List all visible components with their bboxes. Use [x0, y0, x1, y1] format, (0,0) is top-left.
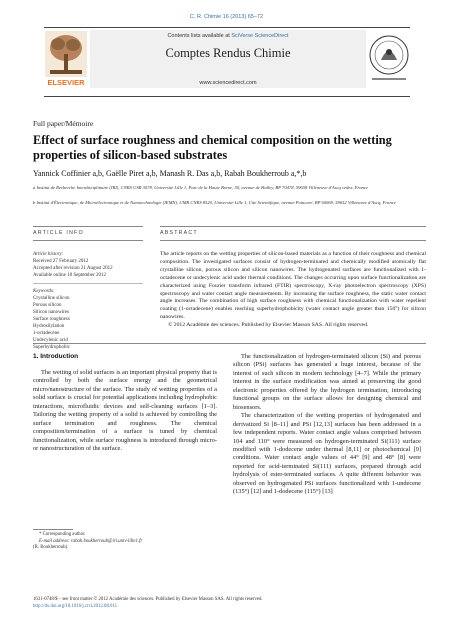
abstract-text: The article reports on the wetting properties of silicon-based materials as a function of their roughness and chemical composition. The investigated surfaces consist of hydrogen-terminated and chemically modified atomically flat crystalline silicon, porous silicon and silicon nanowires. The hydrogenated surfaces are functionalized with 1-octadecene or undecylenic acid under thermal conditions. The changes occurring upon surface functionalization are characterized using Fourier transform infrared (FTIR) spectroscopy, X-ray photoelectron spectroscopy (XPS) spectroscopy and water contact angle measurements. By increasing the surface roughness, the static water contact angle increases. The combination of high surface roughness with chemical functionalization with water repellent coating (1-octadecene) enables reaching superhydrophobicity (water contact angle greater than 150°) for silicon nanowires. [160, 251, 426, 321]
contents-line [90, 33, 366, 39]
keyword: Crystalline silicon [33, 296, 70, 301]
corresponding-note: * Corresponding author. [39, 532, 86, 537]
body-paragraph: The characterization of the wetting properties of hydrogenated and derivatized Si [8–11] and PSi [12,13] surfaces has been addressed in a few independent reports. Water contact angle values comprised between 104 and 110° were measured on hydrogen-terminated Si(111) surface modified with 1-dodecene under thermal [8,11] or photochemical [9] conditions. Water contact angle values of 44° [9] and 48° [8] were reported for acid-terminated Si(111) surfaces, prepared through acid hydrolysis of ester-terminated surfaces. A quite different behavior was observed on hydrogenated PSi surfaces functionalized with 1-undecene (135°) [12] and 1-dodecene (115°) [13] [233, 412, 421, 496]
elsevier-logo [44, 30, 88, 88]
footnote [33, 532, 217, 552]
abstract-bottom-rule [33, 343, 426, 344]
article-info-rule [33, 240, 143, 241]
history-item: Received 27 February 2012 [33, 259, 89, 264]
author-list: Yannick Coffinier a,b, Gaëlle Piret a,b, Manash R. Das a,b, Rabah Boukherroub a,*,b [33, 169, 307, 178]
paper-type: Full paper/Mémoire [33, 119, 94, 128]
keyword: Surface roughness [33, 317, 70, 322]
journal-title: Comptes Rendus Chimie [165, 46, 291, 60]
history-item: Accepted after revision 21 August 2012 [33, 266, 113, 271]
keyword: Porous silicon [33, 303, 62, 308]
history-divider [33, 283, 143, 284]
affiliation-a: a Institut de Recherche Interdisciplinaire (IRI), CNRS USR 3078, Université Lille 1, Parc de la Haute Borne, 50, avenue de Halley, BP 70478, 59658 Villeneuve d'Ascq cedex, France [33, 185, 369, 190]
article-info-label: ARTICLE INFO [33, 230, 84, 236]
issn-line: 1631-0748/$ – see front matter © 2012 Académie des sciences. Published by Elsevier Masson SAS. All rights reserved. [33, 597, 263, 602]
doi-link[interactable]: http://dx.doi.org/10.1016/j.crci.2012.08.011 [33, 603, 118, 609]
page-footer [33, 597, 428, 610]
section-heading: 1. Introduction [33, 353, 79, 360]
keyword: Undecylenic acid [33, 338, 68, 343]
article-title: Effect of surface roughness and chemical composition on the wetting properties of silicon-based substrates [33, 133, 392, 162]
abstract-body [160, 251, 426, 330]
keywords-block [33, 288, 143, 351]
email-address[interactable]: E-mail address: rabah.boukherroub@iri.univ-lille1.fr [39, 538, 143, 544]
body-column-2 [233, 353, 421, 497]
contents-prefix: Contents lists available at [167, 33, 230, 39]
academie-seal-icon [368, 30, 410, 88]
keyword: Silicon nanowires [33, 310, 69, 315]
journal-url[interactable]: www.sciencedirect.com [199, 80, 257, 86]
abstract-rule-top [160, 226, 426, 227]
keyword: Superhydrophobic [33, 345, 70, 350]
keyword: 1-octadecene [33, 331, 60, 336]
article-info-rule-top [33, 226, 143, 227]
footnote-rule [33, 529, 73, 530]
history-label: Article history: [33, 252, 64, 257]
article-history [33, 251, 143, 279]
academie-seal [368, 30, 410, 88]
citation-line: C. R. Chimie 16 (2013) 65–72 [189, 14, 264, 20]
body-column-1: The wetting of solid surfaces is an important physical property that is controlled by both the surface energy and the geometrical micro/nanostructure of the surface. The study of wetting properties of a solid surface is crucial for potential applications including hydrophobic interactions, microfluidic devices and self-cleaning surfaces [1–3]. Tailoring the wetting property of a solid is achieved by controlling the surface termination and roughness. The chemical composition/termination of a surface is tuned by chemical functionalization, while surface roughness is introduced through micro- or nanostructuration of the surface. [33, 369, 217, 453]
publisher-logo-text: ELSEVIER [47, 78, 85, 87]
history-item: Available online 18 September 2012 [33, 273, 106, 278]
body-paragraph: The functionalization of hydrogen-terminated silicon (Si) and porous silicon (PSi) surfaces has generated a huge interest, because of the interest of such silicon in modern technology [4–7]. While the primary interest in the surface modification was aimed at preserving the good electronic properties offered by the hydrogen termination, introducing functional groups on the surface allows for designing chemical and biosensors. [233, 353, 421, 411]
abstract-copyright: © 2012 Académie des sciences. Published by Elsevier Masson SAS. All rights reserved. [168, 322, 369, 329]
keyword: Hydrosilylation [33, 324, 65, 329]
sciencedirect-link[interactable]: SciVerse ScienceDirect [231, 33, 289, 39]
affiliation-b: b Institut d'Électronique, de Microélectronique et de Nanotechnologie (IEMN), UMR CNRS 8520, Université Lille 1, Cité Scientifique, avenue Poincaré, BP 60069, 59652 Villeneuve d'Ascq, France [33, 200, 396, 205]
abstract-rule [160, 240, 426, 241]
keywords-label: Keywords: [33, 289, 55, 294]
corresponding-name: (R. Boukherroub). [33, 545, 69, 550]
abstract-label: ABSTRACT [160, 230, 198, 236]
